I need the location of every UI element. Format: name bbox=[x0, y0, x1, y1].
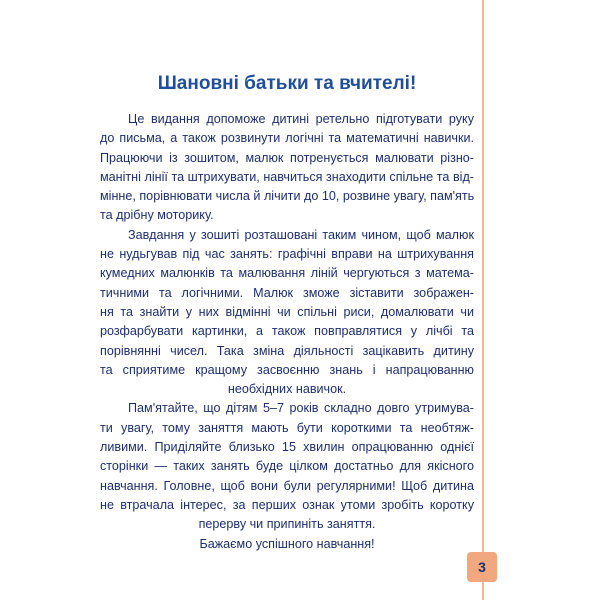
text-line: необхідних навичок. bbox=[227, 382, 347, 397]
page-margin-line bbox=[482, 0, 484, 600]
text-line: не втрачала інтерес, за перших ознак утоми зробіть коротку bbox=[100, 497, 474, 512]
text-line: мінне, порівнювати числа й лічити до 10, розвине увагу, пам'ять bbox=[100, 189, 475, 204]
text-line: та сприятиме кращому засвоєнню знань і напрацюванню bbox=[100, 362, 474, 377]
text-line: не нудьгував під час занять: графічні вправи на штрихування bbox=[100, 247, 474, 262]
text-line: Пам'ятайте, що дітям 5–7 років складно довго утримува- bbox=[128, 401, 474, 416]
text-line: порівнянні чисел. Така зміна діяльності зацікавить дитину bbox=[100, 343, 474, 358]
text-line: кумедних малюнків та малювання ліній чергуються з матема- bbox=[100, 266, 474, 281]
text-line: Завдання у зошиті розташовані таким чином, щоб малюк bbox=[128, 227, 474, 242]
text-line: до письма, а також розвинути логічні та математичні навички. bbox=[100, 131, 474, 146]
text-line: тичними та логічними. Малюк зможе зіставити зображен- bbox=[100, 285, 474, 300]
text-line: навчання. Головне, щоб вони були регулярними! Щоб дитина bbox=[100, 478, 474, 493]
text-line: ливими. Приділяйте близько 15 хвилин опрацюванню однієї bbox=[100, 440, 474, 455]
text-line: перерву чи припиніть заняття. bbox=[198, 517, 376, 532]
page-number-badge bbox=[467, 552, 497, 582]
text-line: манітні лінії та штрихувати, навчиться знаходити спільне та від- bbox=[100, 169, 474, 184]
text-line: ти увагу, тому заняття мають бути короткими та необтяж- bbox=[100, 420, 474, 435]
text-line: Це видання допоможе дитині ретельно підготувати руку bbox=[128, 112, 474, 126]
page-title: Шановні батьки та вчителі! bbox=[157, 73, 417, 94]
text-line: Працюючи із зошитом, малюк потренується малювати різно- bbox=[100, 150, 474, 165]
text-line: та дрібну моторику. bbox=[100, 208, 214, 223]
text-line: ня та знайти у них відмінні чи спільні риси, домалювати чи bbox=[100, 304, 474, 319]
text-line: сторінки — таких занять буде цілком достатньо для якісного bbox=[100, 459, 474, 474]
text-line: розфарбувати картинки, а також повправлятися у лічбі та bbox=[100, 324, 474, 339]
page-number: 3 bbox=[478, 559, 486, 575]
intro-text bbox=[100, 110, 474, 554]
closing-line: Бажаємо успішного навчання! bbox=[199, 536, 375, 551]
